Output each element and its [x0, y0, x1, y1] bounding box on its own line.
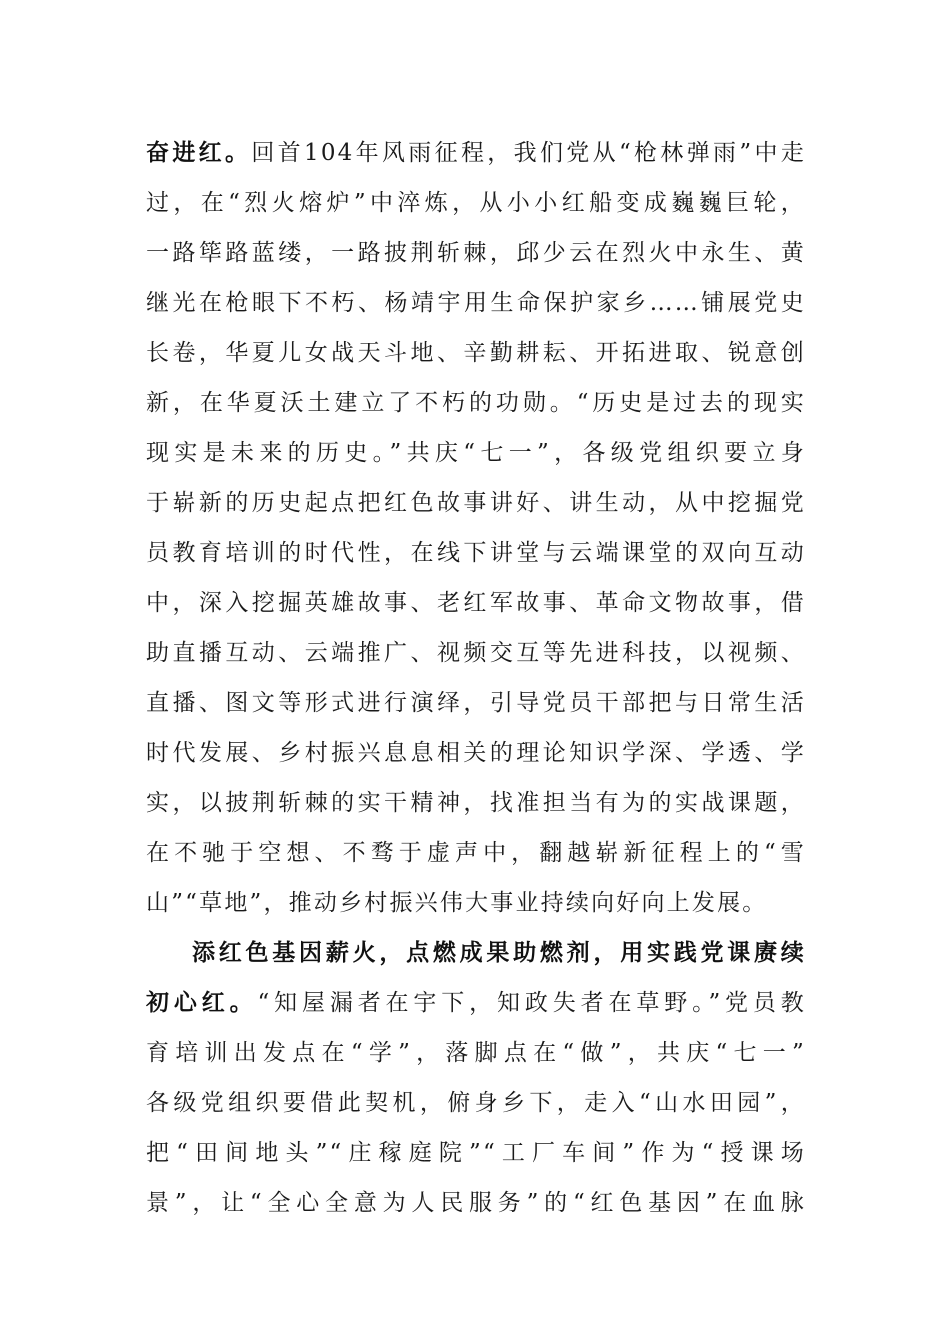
text-line: 过，在“烈火熔炉”中淬炼，从小小红船变成巍巍巨轮，: [146, 190, 806, 216]
body-text: “知屋漏者在宇下，知政失者在草野。”党员教: [257, 990, 806, 1016]
document-body: [146, 128, 806, 1228]
text-line: 新，在华夏沃土建立了不朽的功勋。“历史是过去的现实: [146, 390, 806, 416]
text-line: 各级党组织要借此契机，俯身乡下，走入“山水田园”，: [146, 1090, 806, 1116]
section-heading-tail: 奋进红。: [146, 140, 252, 166]
text-line: 中，深入挖掘英雄故事、老红军故事、革命文物故事，借: [146, 590, 806, 616]
text-line: 育培训出发点在“学”，落脚点在“做”，共庆“七一”: [146, 1040, 806, 1066]
section-heading-tail: 初心红。: [146, 990, 258, 1016]
text-line: 山”“草地”，推动乡村振兴伟大事业持续向好向上发展。: [146, 890, 768, 916]
text-line: 继光在枪眼下不朽、杨靖宇用生命保护家乡……铺展党史: [146, 290, 806, 316]
text-line: 助直播互动、云端推广、视频交互等先进科技，以视频、: [146, 640, 806, 666]
text-line: 员教育培训的时代性，在线下讲堂与云端课堂的双向互动: [146, 540, 806, 566]
body-text: 回首104年风雨征程，我们党从“枪林弹雨”中走: [251, 140, 806, 166]
text-line: 景”，让“全心全意为人民服务”的“红色基因”在血脉: [146, 1190, 806, 1216]
text-line: 直播、图文等形式进行演绎，引导党员干部把与日常生活: [146, 690, 806, 716]
text-line: 在不驰于空想、不骛于虚声中，翻越崭新征程上的“雪: [146, 840, 806, 866]
text-line: 时代发展、乡村振兴息息相关的理论知识学深、学透、学: [146, 740, 806, 766]
text-line: 一路筚路蓝缕，一路披荆斩棘，邱少云在烈火中永生、黄: [146, 240, 806, 266]
text-line: 长卷，华夏儿女战天斗地、辛勤耕耘、开拓进取、锐意创: [146, 340, 806, 366]
text-line: 现实是未来的历史。”共庆“七一”，各级党组织要立身: [146, 440, 806, 466]
text-line: [146, 978, 806, 1028]
text-line: 把“田间地头”“庄稼庭院”“工厂车间”作为“授课场: [146, 1140, 806, 1166]
section-heading: 添红色基因薪火，点燃成果助燃剂，用实践党课赓续: [192, 940, 806, 966]
text-line: [146, 128, 806, 178]
text-line: 于崭新的历史起点把红色故事讲好、讲生动，从中挖掘党: [146, 490, 806, 516]
text-line: 实，以披荆斩棘的实干精神，找准担当有为的实战课题，: [146, 790, 806, 816]
